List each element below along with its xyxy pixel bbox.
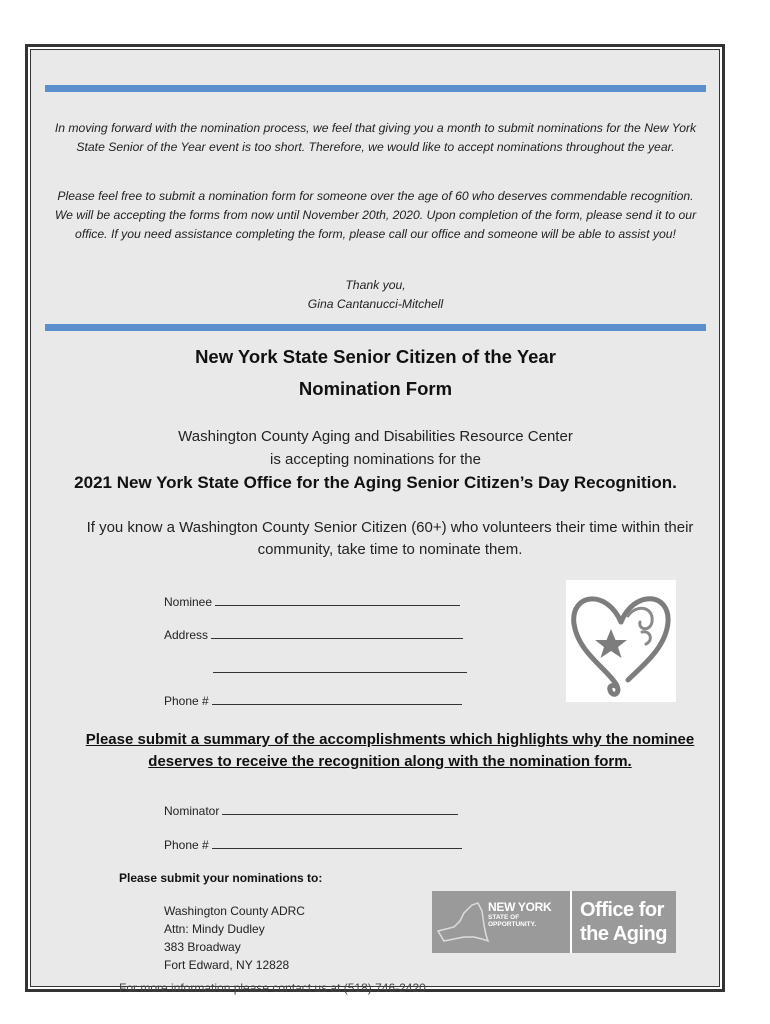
ny-line-1: NEW YORK [488,900,552,914]
form-title-line-1: New York State Senior Citizen of the Year [195,346,556,367]
phone-input-line[interactable] [212,694,462,705]
address-line-3: 383 Broadway [164,940,241,954]
address-field-line-2[interactable] [213,662,467,676]
middle-divider-bar [45,324,706,331]
letter-paragraph-1: In moving forward with the nomination process, we feel that giving you a month to submit nominations for the New York State Senior of the Year event is too short. Therefore, we would like to accept nominations throughout the year. [54,121,697,154]
address-line-2: Attn: Mindy Dudley [164,922,265,936]
address-field[interactable] [164,628,463,642]
nominator-phone-input-line[interactable] [212,838,462,849]
nominee-input-line[interactable] [215,595,460,606]
recognition-title: 2021 New York State Office for the Aging Senior Citizen’s Day Recognition. [74,473,677,492]
org-line-2: is accepting nominations for the [270,451,481,468]
top-divider-bar [45,85,706,92]
org-line-1: Washington County Aging and Disabilities Resource Center [178,428,573,445]
nominator-input-line[interactable] [222,804,458,815]
office-line-1: Office for [580,899,664,921]
new-york-state-outline-icon [434,891,490,953]
letter-paragraph-2: Please feel free to submit a nomination form for someone over the age of 60 who deserves commendable recognition. We will be accepting the forms from now until November 20th, 2020. Upon completion of the form, please send it to our office. If you need assistance completing the form, please call our office and someone will be able to assist you! [54,189,697,241]
phone-field[interactable] [164,694,462,708]
address-input-line-2[interactable] [213,662,467,673]
phone-label: Phone # [164,694,209,708]
ny-wordmark [488,901,551,928]
summary-instruction: Please submit a summary of the accomplishments which highlights why the nominee deserves to receive the recognition along with the nomination form. [85,731,695,770]
office-for-aging-wordmark [580,898,667,946]
nominator-label: Nominator [164,804,220,818]
letter-signature: Gina Cantanucci-Mitchell [307,297,444,311]
nominee-field[interactable] [164,595,460,609]
address-line-1: Washington County ADRC [164,904,305,918]
nominator-field[interactable] [164,804,458,818]
ny-line-2: STATE OF [488,914,520,921]
office-line-2: the Aging [580,923,667,945]
nominator-phone-field[interactable] [164,838,462,852]
address-label: Address [164,628,209,642]
letter-closing: Thank you, [345,278,406,292]
logo-divider [570,891,572,953]
heart-star-image [566,580,676,702]
submit-to-heading: Please submit your nominations to: [119,871,323,885]
contact-footer: For more information please contact us at (518) 746-2420 [119,981,426,995]
invite-text: If you know a Washington County Senior Citizen (60+) who volunteers their time within their community, take time to nominate them. [86,519,694,558]
heart-star-icon [566,580,676,702]
form-title-line-2: Nomination Form [298,378,453,399]
mailing-address [164,902,305,974]
ny-line-3: OPPORTUNITY. [488,921,537,928]
nominator-phone-label: Phone # [164,838,209,852]
address-input-line-1[interactable] [211,628,463,639]
nominee-label: Nominee [164,595,213,609]
address-line-4: Fort Edward, NY 12828 [164,958,290,972]
office-for-the-aging-logo [432,891,676,953]
